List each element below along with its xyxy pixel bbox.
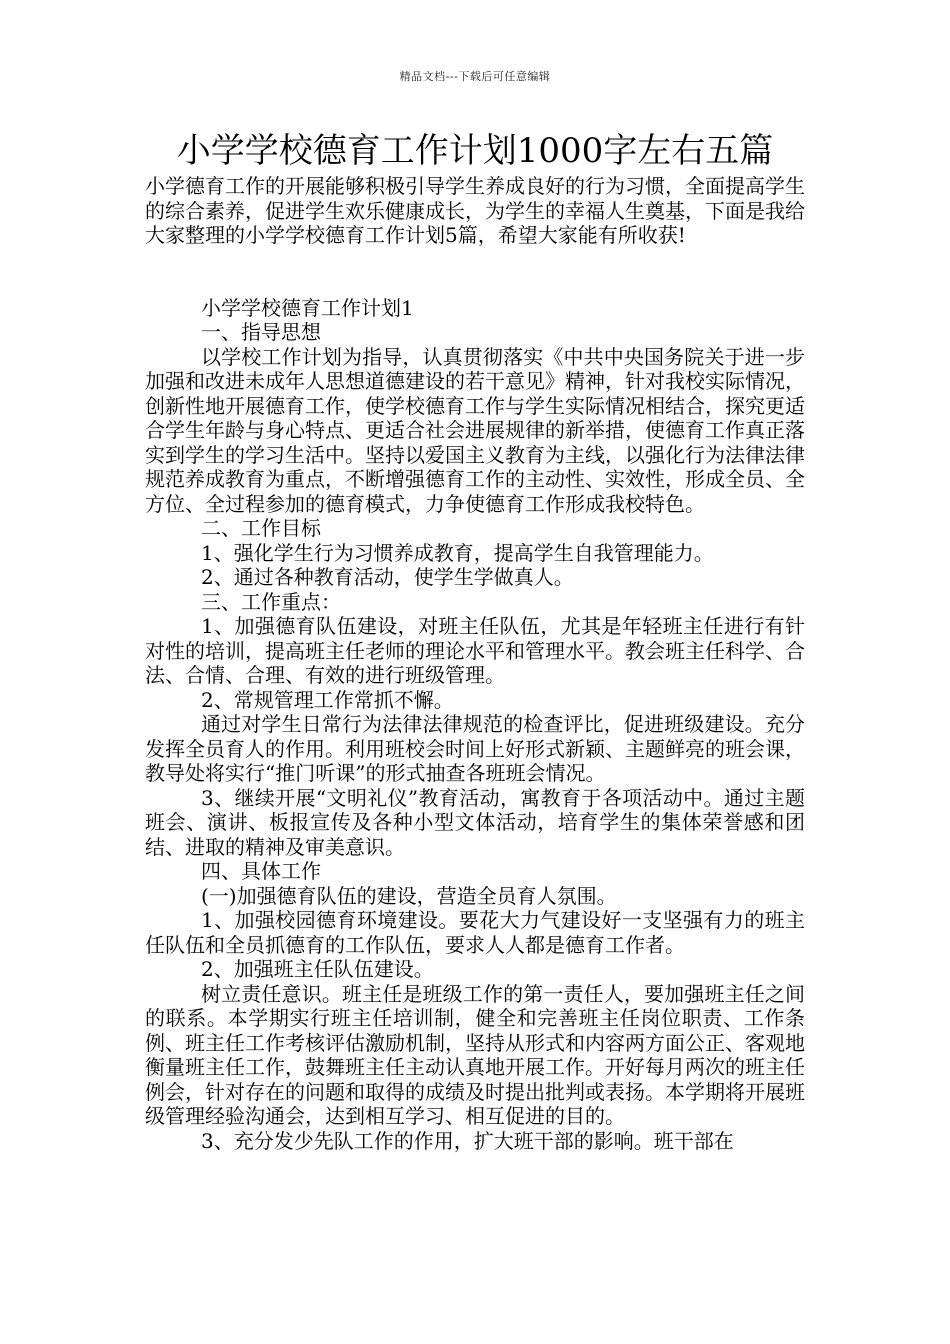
heading-work-goals: 二、工作目标	[201, 516, 321, 540]
intro-paragraph: 小学德育工作的开展能够积极引导学生养成良好的行为习惯，全面提高学生的综合素养，促进学生欢乐健康成长，为学生的幸福人生奠基，下面是我给大家整理的小学学校德育工作计划5篇，希望大家能有所收获!	[145, 174, 805, 247]
document-title: 小学学校德育工作计划1000字左右五篇	[176, 131, 774, 171]
paragraph-focus-3: 3、继续开展“文明礼仪”教育活动，寓教育于各项活动中。通过主题班会、演讲、板报宣传及各种小型文体活动，培育学生的集体荣誉感和团结、进取的精神及审美意识。	[145, 785, 805, 859]
paragraph-focus-2-detail: 通过对学生日常行为法律法律规范的检查评比，促进班级建设。充分发挥全员育人的作用。利用班校会时间上好形式新颖、主题鲜亮的班会课，教导处将实行“推门听课”的形式抽查各班班会情况。	[145, 712, 805, 785]
paragraph-young-pioneers: 3、充分发少先队工作的作用，扩大班干部的影响。班干部在	[201, 1128, 734, 1153]
header-note: 精品文档---下载后可任意编辑	[399, 70, 551, 83]
heading-work-focus: 三、工作重点：	[201, 589, 341, 614]
paragraph-guiding-ideology: 以学校工作计划为指导，认真贯彻落实《中共中央国务院关于进一步加强和改进未成年人思想道德建设的若干意见》精神，针对我校实际情况，创新性地开展德育工作，使学校德育工作与学生实际情况相结合，探究更适合学生年龄与身心特点、更适合社会进展规律的新举措，使德育工作真正落实到学生的学习生活中。坚持以爱国主义教育为主线，以强化行为法律法律规范养成教育为重点，不断增强德育工作的主动性、实效性，形成全员、全方位、全过程参加的德育模式，力争使德育工作形成我校特色。	[145, 344, 805, 516]
paragraph-responsibility: 树立责任意识。班主任是班级工作的第一责任人，要加强班主任之间的联系。本学期实行班主任培训制，健全和完善班主任岗位职责、工作条例、班主任工作考核评估激励机制，坚持从形式和内容两方面公正、客观地衡量班主任工作，鼓舞班主任主动认真地开展工作。开好每月两次的班主任例会，针对存在的问题和取得的成绩及时提出批判或表扬。本学期将开展班级管理经验沟通会，达到相互学习、相互促进的目的。	[145, 981, 805, 1128]
document-body	[145, 174, 805, 1153]
paragraph-goal-1: 1、强化学生行为习惯养成教育，提高学生自我管理能力。	[201, 540, 714, 565]
heading-guiding-ideology: 一、指导思想	[201, 320, 321, 344]
paragraph-campus-environment: 1、加强校园德育环境建设。要花大力气建设好一支坚强有力的班主任队伍和全员抓德育的工作队伍，要求人人都是德育工作者。	[145, 908, 805, 957]
paragraph-focus-1: 1、加强德育队伍建设，对班主任队伍，尤其是年轻班主任进行有针对性的培训，提高班主任老师的理论水平和管理水平。教会班主任科学、合法、合情、合理、有效的进行班级管理。	[145, 614, 805, 687]
section-heading-plan-1: 小学学校德育工作计划1	[201, 295, 414, 320]
paragraph-spacer	[145, 248, 805, 296]
paragraph-goal-2: 2、通过各种教育活动，使学生学做真人。	[201, 565, 574, 589]
paragraph-teacher-team: 2、加强班主任队伍建设。	[201, 957, 434, 981]
paragraph-focus-2: 2、常规管理工作常抓不懈。	[201, 687, 454, 712]
subheading-team-building: (一)加强德育队伍的建设，营造全员育人氛围。	[201, 883, 617, 908]
heading-specific-work: 四、具体工作	[201, 859, 321, 883]
